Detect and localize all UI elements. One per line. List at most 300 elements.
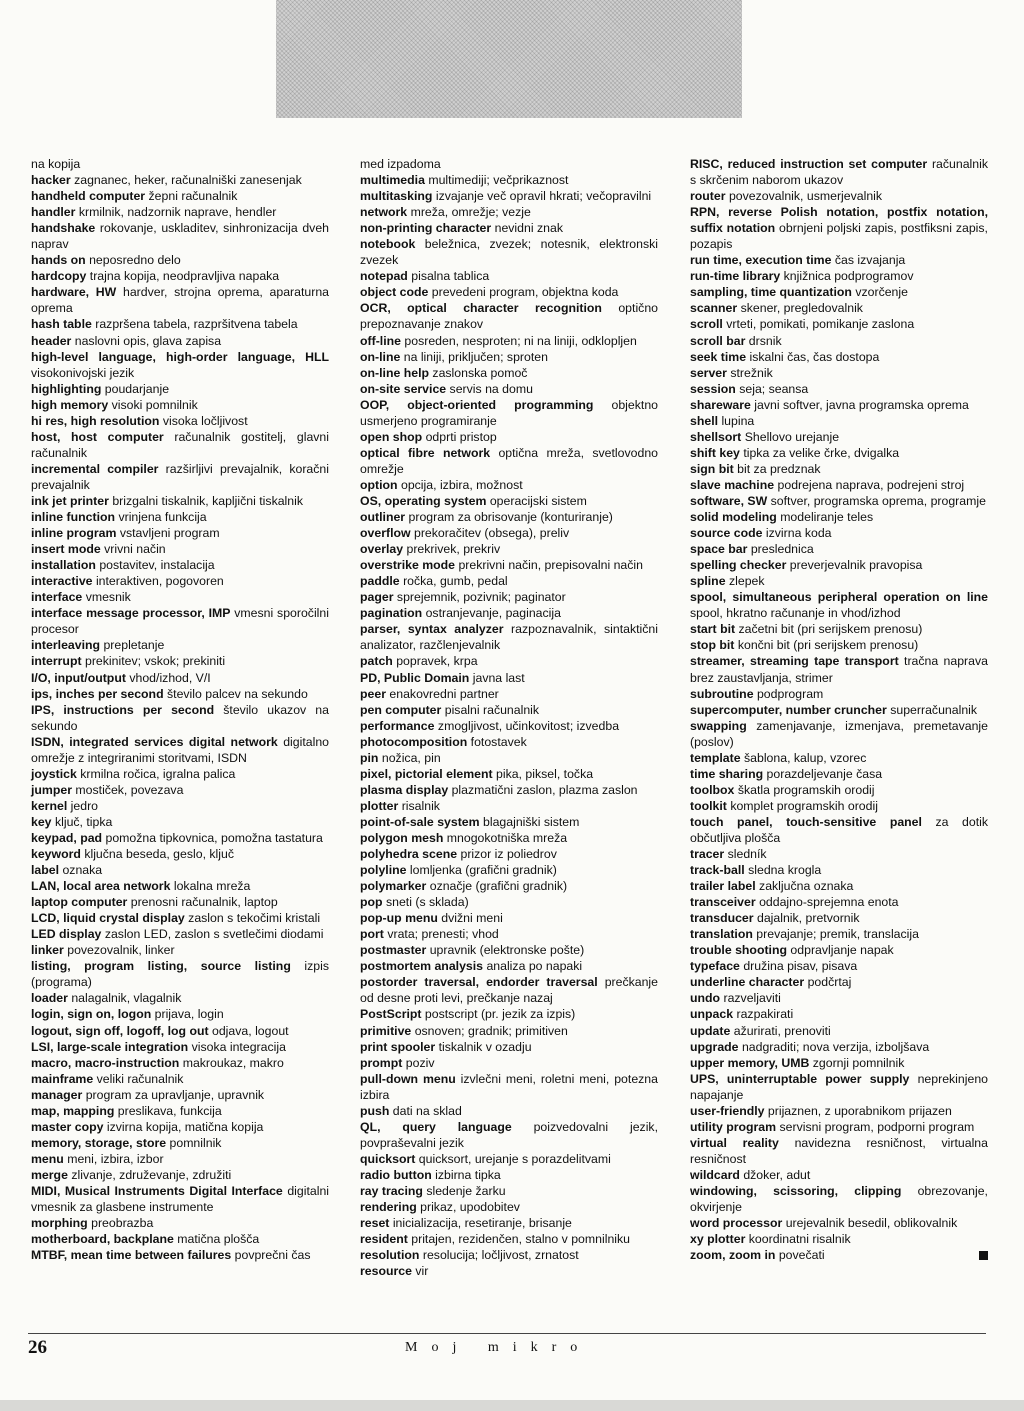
glossary-entry — [360, 653, 658, 669]
entry-term: push — [360, 1103, 390, 1118]
glossary-entry — [360, 750, 658, 766]
entry-definition: izvirna kopija, matična kopija — [106, 1119, 264, 1134]
glossary-entry — [31, 878, 329, 894]
entry-definition: zlepek — [728, 574, 765, 589]
entry-definition: šablona, kalup, vzorec — [744, 750, 867, 765]
entry-term: interface — [31, 590, 83, 605]
entry-definition: skener, pregledovalnik — [740, 301, 863, 316]
glossary-entry — [690, 1039, 988, 1055]
entry-definition: strežnik — [730, 365, 773, 380]
entry-definition: vrinjena funkcija — [118, 510, 207, 525]
entry-definition: prevedeni program, objektna koda — [431, 285, 619, 300]
entry-definition: na kopija — [31, 157, 81, 171]
entry-term: shell — [690, 413, 719, 428]
entry-term: hardware, HW — [31, 285, 117, 300]
glossary-entry — [690, 878, 988, 894]
entry-definition: izpis (programa) — [31, 959, 329, 990]
entry-term: upgrade — [690, 1039, 739, 1054]
entry-definition: servis na domu — [449, 381, 533, 396]
entry-term: option — [360, 477, 398, 492]
entry-term: inline function — [31, 510, 116, 525]
entry-term: start bit — [690, 622, 736, 637]
entry-term: plotter — [360, 798, 399, 813]
entry-definition: seja; seansa — [739, 381, 809, 396]
entry-term: pagination — [360, 606, 423, 621]
glossary-entry — [360, 333, 658, 349]
entry-definition: preobrazba — [91, 1216, 154, 1231]
entry-definition: odjava, logout — [212, 1023, 289, 1038]
entry-definition: poizvedovalni jezik, povpraševalni jezik — [360, 1119, 658, 1150]
glossary-entry — [690, 990, 988, 1006]
entry-definition: število palcev na sekundo — [167, 686, 308, 701]
entry-definition: vrteti, pomikati, pomikanje zaslona — [726, 317, 915, 332]
entry-definition: meni, izbira, izbor — [67, 1151, 164, 1166]
entry-term: off-line — [360, 333, 401, 348]
entry-term: polyline — [360, 863, 407, 878]
glossary-entry — [360, 1247, 658, 1263]
glossary-entry — [31, 429, 329, 461]
glossary-entry — [360, 1151, 658, 1167]
glossary-entry — [690, 477, 988, 493]
entry-definition: veliki računalnik — [96, 1071, 184, 1086]
glossary-entry — [31, 670, 329, 686]
glossary-entry — [690, 429, 988, 445]
entry-term: macro, macro-instruction — [31, 1055, 180, 1070]
entry-term: host, host computer — [31, 429, 164, 444]
entry-term: highlighting — [31, 381, 102, 396]
entry-term: scroll bar — [690, 333, 746, 348]
glossary-entry — [31, 1135, 329, 1151]
glossary-entry — [360, 188, 658, 204]
entry-definition: blagajniški sistem — [483, 814, 580, 829]
glossary-entry — [690, 653, 988, 685]
entry-definition: objektno usmerjeno programiranje — [360, 397, 658, 428]
glossary-entry — [690, 1006, 988, 1022]
entry-definition: visoka integracija — [191, 1039, 286, 1054]
entry-definition: digitalni vmesnik za glasbene instrumente — [31, 1184, 330, 1215]
entry-definition: zamenjavanje, izmenjava, premetavanje (poslov) — [690, 718, 988, 749]
entry-definition: izbirna tipka — [435, 1167, 501, 1182]
entry-definition: povečati — [778, 1248, 825, 1263]
entry-definition: preslikava, funkcija — [117, 1103, 222, 1118]
entry-term: pull-down menu — [360, 1071, 456, 1086]
entry-definition: upravnik (elektronske pošte) — [429, 943, 585, 958]
entry-term: laptop computer — [31, 895, 128, 910]
entry-term: interface message processor, IMP — [31, 606, 231, 621]
entry-definition: džoker, adut — [743, 1167, 811, 1182]
entry-definition: softver, programska oprema, programje — [770, 493, 986, 508]
entry-term: photocomposition — [360, 734, 468, 749]
entry-definition: odprti pristop — [425, 429, 497, 444]
entry-term: manager — [31, 1087, 83, 1102]
entry-definition: preslednica — [750, 542, 814, 557]
entry-term: resident — [360, 1232, 408, 1247]
entry-term: notebook — [360, 237, 416, 252]
halftone-image — [276, 0, 742, 118]
glossary-entry — [690, 862, 988, 878]
entry-definition: prečkanje od desne proti levi, prečkanje nazaj — [360, 975, 659, 1006]
glossary-entry — [690, 461, 988, 477]
end-of-article-mark — [979, 1251, 988, 1260]
glossary-entry — [31, 702, 329, 734]
entry-term: overflow — [360, 526, 411, 541]
entry-term: ips, inches per second — [31, 686, 164, 701]
entry-definition: nalagalnik, vlagalnik — [71, 991, 182, 1006]
entry-definition: superračunalnik — [890, 702, 978, 717]
entry-term: supercomputer, number cruncher — [690, 702, 887, 717]
entry-term: interleaving — [31, 638, 101, 653]
entry-definition: optična mreža, svetlovodno omrežje — [360, 445, 658, 476]
glossary-entry — [31, 172, 329, 188]
entry-definition: neprekinjeno napajanje — [690, 1071, 988, 1102]
entry-term: login, sign on, logon — [31, 1007, 152, 1022]
entry-term: overlay — [360, 542, 404, 557]
entry-definition: sledna krogla — [748, 863, 822, 878]
entry-term: run-time library — [690, 269, 781, 284]
entry-term: OS, operating system — [360, 493, 487, 508]
glossary-entry — [690, 910, 988, 926]
entry-term: logout, sign off, logoff, log out — [31, 1023, 209, 1038]
entry-definition: mnogokotniška mreža — [446, 830, 568, 845]
entry-term: sign bit — [690, 461, 734, 476]
entry-term: time sharing — [690, 766, 764, 781]
glossary-entry — [360, 397, 658, 429]
glossary-entry — [360, 156, 658, 172]
glossary-entry — [690, 894, 988, 910]
glossary-entry — [360, 814, 658, 830]
entry-term: seek time — [690, 349, 747, 364]
entry-definition: oddajno-sprejemna enota — [759, 895, 899, 910]
glossary-entry — [360, 220, 658, 236]
glossary-entry — [690, 365, 988, 381]
entry-term: morphing — [31, 1216, 88, 1231]
glossary-entry — [690, 1167, 988, 1183]
glossary-entry — [360, 702, 658, 718]
glossary-entry — [360, 878, 658, 894]
entry-definition: oznaka — [62, 863, 103, 878]
entry-term: keyword — [31, 847, 81, 862]
glossary-entry — [360, 573, 658, 589]
entry-term: postorder traversal, endorder traversal — [360, 975, 598, 990]
glossary-entry — [31, 1071, 329, 1087]
glossary-entry — [690, 926, 988, 942]
entry-term: insert mode — [31, 542, 101, 557]
entry-definition: navidezna resničnost, virtualna resničnost — [690, 1135, 988, 1166]
entry-definition: končni bit (pri serijskem prenosu) — [737, 638, 919, 653]
glossary-entry — [360, 958, 658, 974]
glossary-entry — [360, 621, 658, 653]
entry-definition: razveljaviti — [723, 991, 781, 1006]
glossary-entry — [31, 252, 329, 268]
glossary-entry — [31, 381, 329, 397]
entry-definition: mreža, omrežje; vezje — [410, 205, 531, 220]
entry-definition: izvlečni meni, roletni meni, potezna izbira — [360, 1071, 658, 1102]
entry-term: header — [31, 333, 72, 348]
entry-definition: poudarjanje — [104, 381, 170, 396]
entry-term: handshake — [31, 221, 96, 236]
glossary-entry — [31, 894, 329, 910]
glossary-entry — [31, 1167, 329, 1183]
glossary-entry — [360, 942, 658, 958]
glossary-entry — [360, 589, 658, 605]
glossary-entry — [690, 1071, 988, 1103]
entry-definition: za dotik občutljiva plošča — [690, 814, 988, 845]
entry-definition: izvajanje več opravil hkrati; večopravilni — [435, 189, 652, 204]
glossary-entry — [690, 316, 988, 332]
entry-term: IPS, instructions per second — [31, 702, 215, 717]
entry-definition: vrata; prenesti; vhod — [387, 927, 499, 942]
glossary-entry — [690, 252, 988, 268]
entry-definition: pisalni računalnik — [444, 702, 540, 717]
entry-term: memory, storage, store — [31, 1135, 167, 1150]
entry-definition: krmilnik, nadzornik naprave, hendler — [78, 205, 277, 220]
entry-definition: beležnica, zvezek; notesnik, elektronski zvezek — [360, 237, 658, 268]
entry-definition: podrejena naprava, podrejeni stroj — [777, 477, 965, 492]
entry-term: scanner — [690, 301, 738, 316]
entry-definition: pika, piksel, točka — [496, 766, 594, 781]
entry-definition: vhod/izhod, V/I — [129, 670, 211, 685]
entry-definition: čas izvajanja — [834, 253, 906, 268]
entry-definition: analiza po napaki — [486, 959, 583, 974]
glossary-entry — [31, 1119, 329, 1135]
entry-definition: pisalna tablica — [411, 269, 490, 284]
entry-term: ISDN, integrated services digital network — [31, 734, 278, 749]
glossary-entry — [690, 413, 988, 429]
entry-term: unpack — [690, 1007, 734, 1022]
glossary-entry — [31, 830, 329, 846]
glossary-entry — [360, 798, 658, 814]
glossary-entry — [31, 188, 329, 204]
entry-term: map, mapping — [31, 1103, 115, 1118]
glossary-entry — [690, 637, 988, 653]
glossary-entry — [360, 926, 658, 942]
glossary-entry — [690, 702, 988, 718]
glossary-entry — [360, 1183, 658, 1199]
entry-definition: sledník — [727, 847, 767, 862]
entry-definition: zaslon LED, zaslon s svetlečimi diodami — [104, 927, 324, 942]
entry-term: open shop — [360, 429, 423, 444]
entry-term: loader — [31, 991, 68, 1006]
glossary-entry — [31, 1023, 329, 1039]
entry-term: reset — [360, 1216, 390, 1231]
entry-definition: visoka ločljivost — [162, 413, 248, 428]
entry-term: polymarker — [360, 879, 427, 894]
glossary-entry — [31, 910, 329, 926]
entry-term: port — [360, 927, 384, 942]
glossary-entry — [690, 445, 988, 461]
glossary-entry — [360, 541, 658, 557]
entry-term: spool, simultaneous peripheral operation on line — [690, 590, 988, 605]
entry-term: parser, syntax analyzer — [360, 622, 504, 637]
glossary-entry — [690, 1055, 988, 1071]
entry-definition: nožica, pin — [381, 750, 441, 765]
entry-term: run time, execution time — [690, 253, 832, 268]
glossary-entry — [690, 798, 988, 814]
glossary-entry — [690, 541, 988, 557]
magazine-name: Moj mikro — [405, 1340, 592, 1355]
entry-term: high memory — [31, 397, 109, 412]
glossary-entry — [31, 220, 329, 252]
glossary-entry — [31, 589, 329, 605]
glossary-entry — [690, 686, 988, 702]
entry-definition: vmesnik — [85, 590, 131, 605]
entry-term: LCD, liquid crystal display — [31, 911, 185, 926]
glossary-entry — [31, 333, 329, 349]
glossary-entry — [360, 894, 658, 910]
glossary-entry — [690, 381, 988, 397]
entry-term: undo — [690, 991, 721, 1006]
entry-term: transceiver — [690, 895, 756, 910]
glossary-entry — [690, 156, 988, 188]
glossary-entry — [31, 814, 329, 830]
entry-definition: naslovni opis, glava zapisa — [74, 333, 222, 348]
entry-term: menu — [31, 1151, 64, 1166]
entry-definition: hardver, strojna oprema, aparaturna oprema — [31, 285, 329, 316]
entry-term: I/O, input/output — [31, 670, 126, 685]
entry-term: word processor — [690, 1216, 783, 1231]
entry-term: router — [690, 189, 726, 204]
glossary-entry — [690, 284, 988, 300]
entry-definition: prikaz, upodobitev — [420, 1200, 520, 1215]
entry-term: prompt — [360, 1055, 403, 1070]
entry-definition: prenosni računalnik, laptop — [130, 895, 278, 910]
glossary-entry — [31, 1215, 329, 1231]
entry-definition: ročka, gumb, pedal — [403, 574, 508, 589]
entry-definition: servisni program, podporni program — [779, 1119, 975, 1134]
entry-definition: izvirna koda — [765, 526, 832, 541]
entry-term: patch — [360, 654, 393, 669]
entry-definition: število ukazov na sekundo — [31, 702, 329, 733]
entry-term: spline — [690, 574, 726, 589]
entry-term: MTBF, mean time between failures — [31, 1248, 232, 1263]
entry-definition: poziv — [405, 1055, 435, 1070]
glossary-entry — [360, 846, 658, 862]
entry-definition: razpršena tabela, razpršitvena tabela — [95, 317, 298, 332]
glossary-entry — [360, 525, 658, 541]
entry-definition: ažurirati, prenoviti — [733, 1023, 831, 1038]
entry-definition: program za obrisovanje (konturiranje) — [408, 510, 613, 525]
entry-definition: vir — [415, 1264, 429, 1279]
entry-definition: visoki pomnilnik — [111, 397, 198, 412]
entry-term: PostScript — [360, 1007, 422, 1022]
entry-term: subroutine — [690, 686, 754, 701]
glossary-entry — [690, 333, 988, 349]
glossary-entry — [360, 349, 658, 365]
entry-definition: računalnik gostitelj, glavni računalnik — [31, 429, 329, 460]
entry-definition: prijaznen, z uporabnikom prijazen — [767, 1103, 952, 1118]
glossary-entry — [690, 974, 988, 990]
entry-definition: program za upravljanje, upravnik — [85, 1087, 265, 1102]
glossary-entry — [360, 1199, 658, 1215]
entry-definition: sprejemnik, pozivnik; paginator — [396, 590, 566, 605]
glossary-entry — [690, 268, 988, 284]
glossary-entry — [31, 349, 329, 381]
entry-term: jumper — [31, 782, 72, 797]
glossary-entry — [690, 1183, 988, 1215]
entry-definition: prekinitev; vskok; prekiniti — [84, 654, 226, 669]
glossary-entry — [360, 910, 658, 926]
entry-term: xy plotter — [690, 1232, 746, 1247]
entry-term: quicksort — [360, 1151, 416, 1166]
entry-definition: zaslon s tekočimi kristali — [188, 911, 321, 926]
glossary-entry — [360, 1103, 658, 1119]
glossary-entry — [360, 445, 658, 477]
entry-definition: razpoznavalnik, sintaktični analizator, razčlenjevalnik — [360, 622, 658, 653]
glossary-entry — [360, 1215, 658, 1231]
entry-term: template — [690, 750, 741, 765]
entry-definition: med izpadoma — [360, 157, 441, 171]
glossary-entry — [690, 782, 988, 798]
entry-term: rendering — [360, 1200, 417, 1215]
entry-definition: nadgraditi; nova verzija, izboljšava — [741, 1039, 930, 1054]
glossary-column-1 — [31, 156, 329, 1263]
glossary-entry — [360, 172, 658, 188]
glossary-entry — [31, 766, 329, 782]
entry-term: object code — [360, 285, 429, 300]
glossary-entry — [31, 509, 329, 525]
glossary-entry — [360, 766, 658, 782]
entry-definition: resolucija; ločljivost, zrnatost — [422, 1248, 579, 1263]
entry-definition: sneti (s sklada) — [385, 895, 469, 910]
entry-definition: vrivni način — [104, 542, 166, 557]
glossary-entry — [31, 397, 329, 413]
glossary-entry — [360, 1071, 658, 1103]
glossary-entry — [360, 830, 658, 846]
entry-term: master copy — [31, 1119, 104, 1134]
entry-definition: pomožna tipkovnica, pomožna tastatura — [105, 830, 323, 845]
entry-term: transducer — [690, 911, 754, 926]
entry-term: merge — [31, 1167, 68, 1182]
glossary-entry — [690, 349, 988, 365]
entry-term: trailer label — [690, 879, 756, 894]
entry-definition: rokovanje, uskladitev, sinhronizacija dveh naprav — [31, 221, 329, 252]
entry-definition: označje (grafični gradnik) — [429, 879, 568, 894]
glossary-entry — [690, 958, 988, 974]
entry-definition: Shellovo urejanje — [744, 429, 840, 444]
glossary-entry — [690, 1231, 988, 1247]
glossary-entry — [31, 782, 329, 798]
entry-definition: posreden, nesproten; ni na liniji, odklopljen — [404, 333, 637, 348]
entry-term: shift key — [690, 445, 740, 460]
entry-definition: plazmatični zaslon, plazma zaslon — [451, 782, 638, 797]
entry-term: track-ball — [690, 863, 745, 878]
entry-term: installation — [31, 558, 96, 573]
glossary-entry — [31, 413, 329, 429]
entry-term: incremental compiler — [31, 461, 159, 476]
entry-term: tracer — [690, 847, 725, 862]
entry-definition: prekrivni način, prepisovalni način — [458, 558, 643, 573]
glossary-column-2 — [360, 156, 658, 1279]
entry-definition: jedro — [70, 798, 99, 813]
glossary-entry — [360, 1119, 658, 1151]
entry-term: user-friendly — [690, 1103, 765, 1118]
entry-term: hardcopy — [31, 269, 87, 284]
entry-definition: enakovredni partner — [389, 686, 499, 701]
glossary-entry — [360, 365, 658, 381]
glossary-entry — [31, 493, 329, 509]
entry-term: primitive — [360, 1023, 412, 1038]
entry-term: notepad — [360, 269, 408, 284]
entry-term: touch panel, touch-sensitive panel — [690, 814, 922, 829]
entry-definition: prevajanje; premik, translacija — [756, 927, 919, 942]
glossary-column-3 — [690, 156, 988, 1263]
entry-definition: nevidni znak — [494, 221, 563, 236]
entry-definition: mostiček, povezava — [75, 782, 184, 797]
glossary-entry — [31, 653, 329, 669]
entry-term: OCR, optical character recognition — [360, 301, 602, 316]
entry-definition: lupina — [721, 413, 755, 428]
glossary-entry — [360, 686, 658, 702]
